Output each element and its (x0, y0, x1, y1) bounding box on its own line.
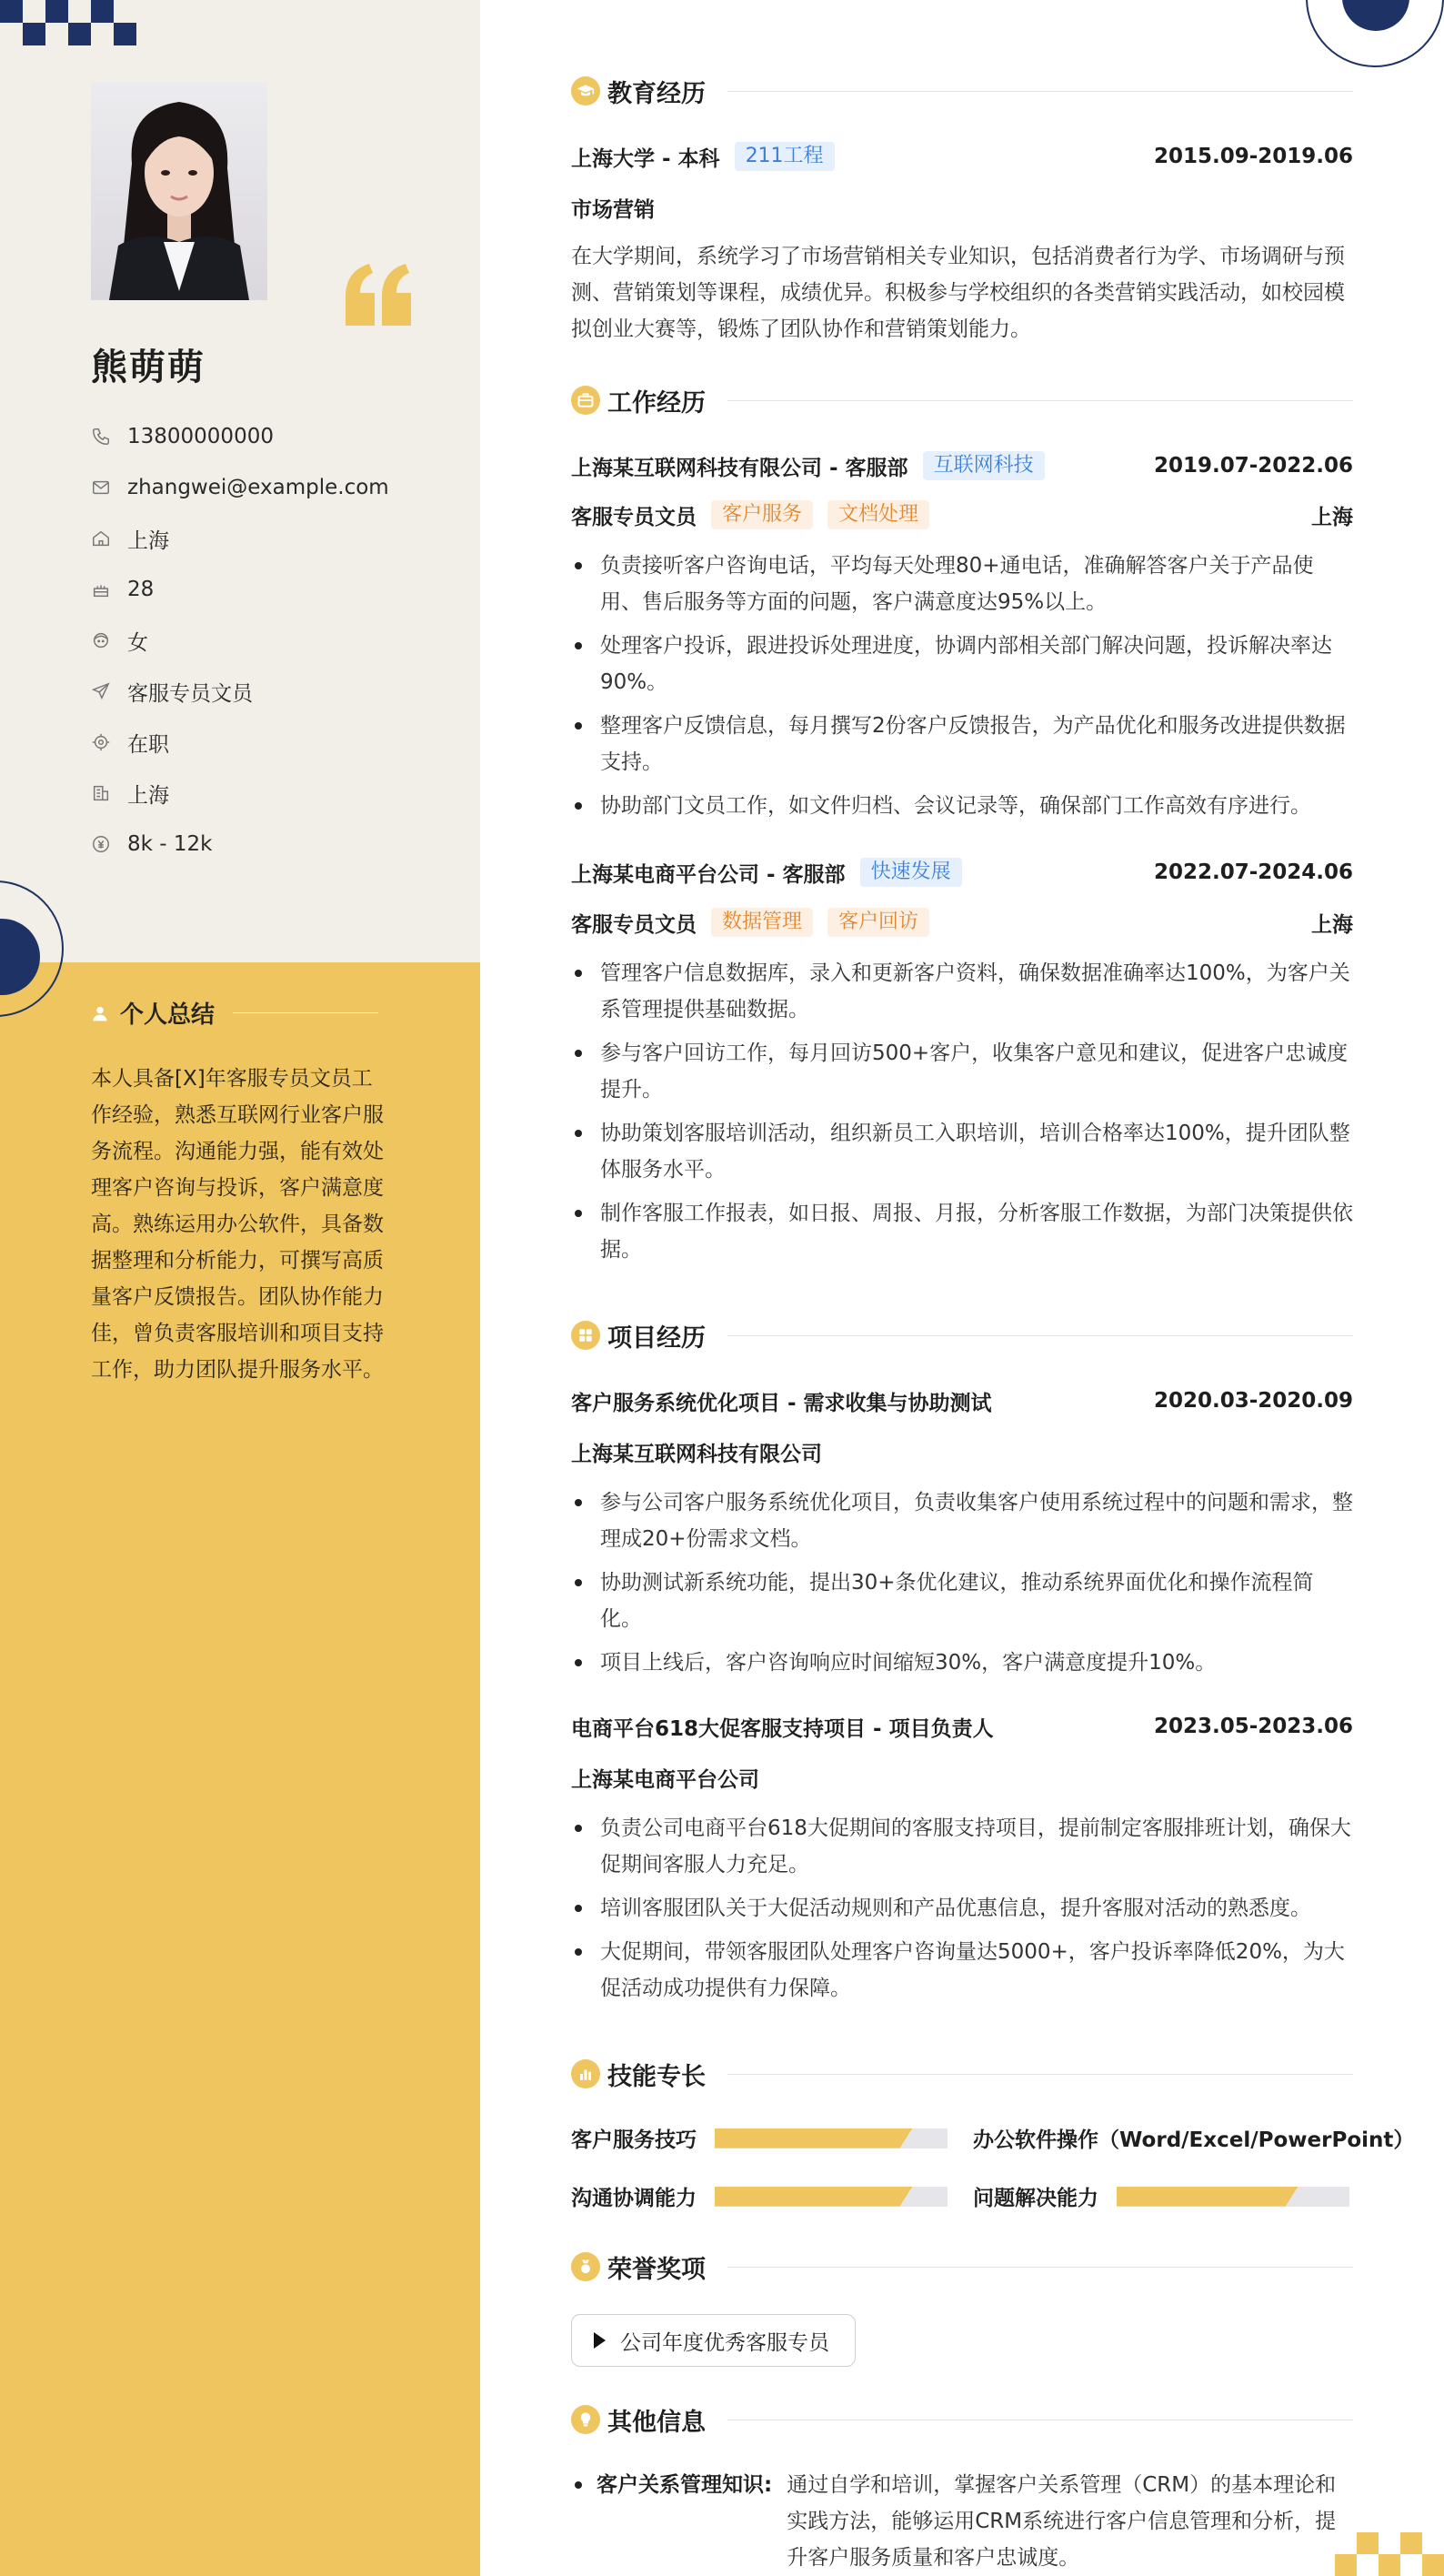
projects-heading (571, 1317, 1353, 1353)
skill-name: 办公软件操作（Word/Excel/PowerPoint） (973, 2128, 1415, 2152)
project-2-name: 电商平台618大促客服支持项目 - 项目负责人 (571, 1716, 994, 1741)
skill-name: 问题解决能力 (973, 2187, 1098, 2210)
job-2-skill-tag: 客户回访 (827, 908, 929, 937)
skill-bar-fill (1117, 2187, 1299, 2207)
job-2-city: 上海 (1311, 912, 1353, 937)
skill-item (571, 2123, 948, 2153)
award-badge (571, 2314, 856, 2367)
avatar (91, 82, 267, 300)
info-status-text: 在职 (127, 732, 169, 757)
awards-title: 荣誉奖项 (607, 2255, 706, 2284)
summary-title: 个人总结 (120, 1001, 216, 1029)
job-2-role-row (571, 906, 1353, 939)
school-tag: 211工程 (735, 142, 835, 171)
skill-name: 客户服务技巧 (571, 2128, 697, 2152)
info-age (91, 564, 389, 615)
info-email-text: zhangwei@example.com (127, 476, 389, 499)
chart-icon (571, 2059, 600, 2088)
job-icon (91, 681, 111, 701)
info-gender (91, 615, 389, 666)
list-item: 负责公司电商平台618大促期间的客服支持项目，提前制定客服排班计划，确保大促期间客服人力充足。 (571, 1810, 1353, 1883)
job-2-company: 上海某电商平台公司 - 客服部 (571, 862, 846, 887)
project-1-bullets (571, 1484, 1353, 1688)
info-email (91, 462, 389, 513)
list-item: 项目上线后，客户咨询响应时间缩短30%，客户满意度提升10%。 (571, 1645, 1353, 1681)
building-icon (91, 783, 111, 803)
job-1-bullets (571, 548, 1353, 831)
job-2-role: 客服专员文员 (571, 912, 697, 937)
status-icon (91, 732, 111, 752)
summary-divider (233, 1012, 378, 1013)
skills-divider (727, 2074, 1353, 2075)
info-phone-text: 13800000000 (127, 425, 274, 448)
info-job-text: 客服专员文员 (127, 681, 253, 706)
projects-title: 项目经历 (607, 1323, 706, 1353)
job-1-company-tag: 互联网科技 (923, 451, 1045, 480)
summary-heading (91, 996, 378, 1030)
graduation-cap-icon (571, 76, 600, 106)
education-school-row (571, 140, 1353, 173)
play-icon (594, 2332, 606, 2349)
list-item (571, 2467, 1353, 2576)
project-1-org: 上海某互联网科技有限公司 (571, 1442, 822, 1466)
other-info (571, 2467, 1353, 2576)
quote-icon (342, 262, 415, 327)
list-item: 处理客户投诉，跟进投诉处理进度，协调内部相关部门解决问题，投诉解决率达90%。 (571, 628, 1353, 700)
list-item: 协助策划客服培训活动，组织新员工入职培训，培训合格率达100%，提升团队整体服务水平。 (571, 1115, 1353, 1188)
info-job (91, 666, 389, 717)
project-2-org: 上海某电商平台公司 (571, 1767, 759, 1792)
education-major-row (571, 191, 1353, 224)
briefcase-icon (571, 386, 600, 415)
work-heading (571, 382, 1353, 418)
project-2-row (571, 1710, 1353, 1743)
other-info-key: 客户关系管理知识: (597, 2473, 773, 2497)
info-status (91, 717, 389, 768)
user-icon (91, 1004, 109, 1022)
checker-decoration (0, 0, 136, 45)
list-item: 负责接听客户咨询电话，平均每天处理80+通电话，准确解答客户关于产品使用、售后服务等方面的问题，客户满意度达95%以上。 (571, 548, 1353, 620)
skill-bar-fill (715, 2128, 913, 2148)
info-home (91, 513, 389, 564)
grid-icon (571, 1321, 600, 1350)
major: 市场营销 (571, 197, 655, 222)
project-1-name: 客户服务系统优化项目 - 需求收集与协助测试 (571, 1391, 992, 1415)
education-title: 教育经历 (607, 79, 706, 108)
job-1-role-row (571, 498, 1353, 531)
contact-info-list (91, 411, 389, 870)
phone-icon (91, 427, 111, 447)
list-item: 参与公司客户服务系统优化项目，负责收集客户使用系统过程中的问题和需求，整理成20+份需求文档。 (571, 1484, 1353, 1557)
lightbulb-icon (571, 2405, 600, 2434)
education-date: 2015.09-2019.06 (1153, 145, 1353, 168)
skill-bar (715, 2128, 948, 2148)
work-divider (727, 400, 1353, 401)
job-1-company-row (571, 449, 1353, 482)
award-name: 公司年度优秀客服专员 (620, 2330, 829, 2355)
project-1-org-row (571, 1435, 1353, 1468)
other-title: 其他信息 (607, 2408, 706, 2437)
job-2-skill-tag: 数据管理 (711, 908, 813, 937)
skill-name: 沟通协调能力 (571, 2187, 697, 2210)
info-gender-text: 女 (127, 630, 148, 655)
info-phone (91, 411, 389, 462)
project-1-date: 2020.03-2020.09 (1153, 1389, 1353, 1413)
project-2-date: 2023.05-2023.06 (1153, 1715, 1353, 1738)
gender-icon (91, 630, 111, 650)
info-city (91, 768, 389, 819)
other-info-value: 通过自学和培训，掌握客户关系管理（CRM）的基本理论和实践方法，能够运用CRM系统进行客户信息管理和分析，提升客户服务质量和客户忠诚度。 (787, 2473, 1337, 2570)
skill-bar (715, 2187, 948, 2207)
project-2-org-row (571, 1761, 1353, 1794)
job-2-bullets (571, 955, 1353, 1275)
summary-text: 本人具备[X]年客服专员文员工作经验，熟悉互联网行业客户服务流程。沟通能力强，能有效处理客户咨询与投诉，客户满意度高。熟练运用办公软件，具备数据整理和分析能力，可撰写高质量客户反馈报告。团队协作能力佳，曾负责客服培训和项目支持工作，助力团队提升服务水平。 (91, 1067, 384, 1382)
job-1-role: 客服专员文员 (571, 505, 697, 529)
list-item: 大促期间，带领客服团队处理客户咨询量达5000+，客户投诉率降低20%，为大促活动成功提供有力保障。 (571, 1934, 1353, 2007)
education-divider (727, 91, 1353, 92)
info-age-text: 28 (127, 578, 155, 601)
skills-title: 技能专长 (607, 2062, 706, 2091)
skill-item (973, 2181, 1349, 2211)
skill-item (571, 2181, 948, 2211)
skills-heading (571, 2056, 1353, 2092)
job-1-city: 上海 (1311, 505, 1353, 529)
skill-bar-fill (715, 2187, 913, 2207)
list-item: 协助测试新系统功能，提出30+条优化建议，推动系统界面优化和操作流程简化。 (571, 1565, 1353, 1637)
job-2-company-row (571, 856, 1353, 889)
job-2-date: 2022.07-2024.06 (1153, 860, 1353, 884)
salary-icon (91, 834, 111, 854)
info-home-text: 上海 (127, 528, 169, 553)
list-item: 制作客服工作报表，如日报、周报、月报，分析客服工作数据，为部门决策提供依据。 (571, 1195, 1353, 1268)
awards-heading (571, 2249, 1353, 2285)
job-1-skill-tag: 客户服务 (711, 500, 813, 529)
home-icon (91, 528, 111, 548)
school-name: 上海大学 - 本科 (571, 146, 720, 171)
project-2-bullets (571, 1810, 1353, 2014)
education-description: 在大学期间，系统学习了市场营销相关专业知识，包括消费者行为学、市场调研与预测、营销策划等课程，成绩优异。积极参与学校组织的各类营销实践活动，如校园模拟创业大赛等，锻炼了团队协作和营销策划能力。 (571, 245, 1345, 341)
info-salary (91, 819, 389, 870)
medal-icon (571, 2252, 600, 2281)
project-1-row (571, 1384, 1353, 1417)
candidate-name: 熊萌萌 (91, 347, 206, 388)
list-item: 协助部门文员工作，如文件归档、会议记录等，确保部门工作高效有序进行。 (571, 788, 1353, 824)
info-salary-text: 8k - 12k (127, 832, 213, 856)
mail-icon (91, 478, 111, 498)
work-title: 工作经历 (607, 388, 706, 418)
skill-item (973, 2123, 1414, 2153)
list-item: 管理客户信息数据库，录入和更新客户资料，确保数据准确率达100%，为客户关系管理提供基础数据。 (571, 955, 1353, 1028)
job-1-company: 上海某互联网科技有限公司 - 客服部 (571, 456, 908, 480)
awards-divider (727, 2267, 1353, 2268)
age-icon (91, 579, 111, 599)
skill-bar (1117, 2187, 1349, 2207)
info-city-text: 上海 (127, 783, 169, 808)
job-2-company-tag: 快速发展 (860, 858, 962, 887)
list-item: 培训客服团队关于大促活动规则和产品优惠信息，提升客服对活动的熟悉度。 (571, 1890, 1353, 1927)
job-1-date: 2019.07-2022.06 (1153, 454, 1353, 478)
projects-divider (727, 1335, 1353, 1336)
education-heading (571, 73, 1353, 109)
list-item: 参与客户回访工作，每月回访500+客户，收集客户意见和建议，促进客户忠诚度提升。 (571, 1035, 1353, 1108)
sidebar (0, 0, 480, 2576)
other-heading (571, 2401, 1353, 2438)
list-item: 整理客户反馈信息，每月撰写2份客户反馈报告，为产品优化和服务改进提供数据支持。 (571, 708, 1353, 780)
bullet-dot (575, 2481, 582, 2489)
job-1-skill-tag: 文档处理 (827, 500, 929, 529)
